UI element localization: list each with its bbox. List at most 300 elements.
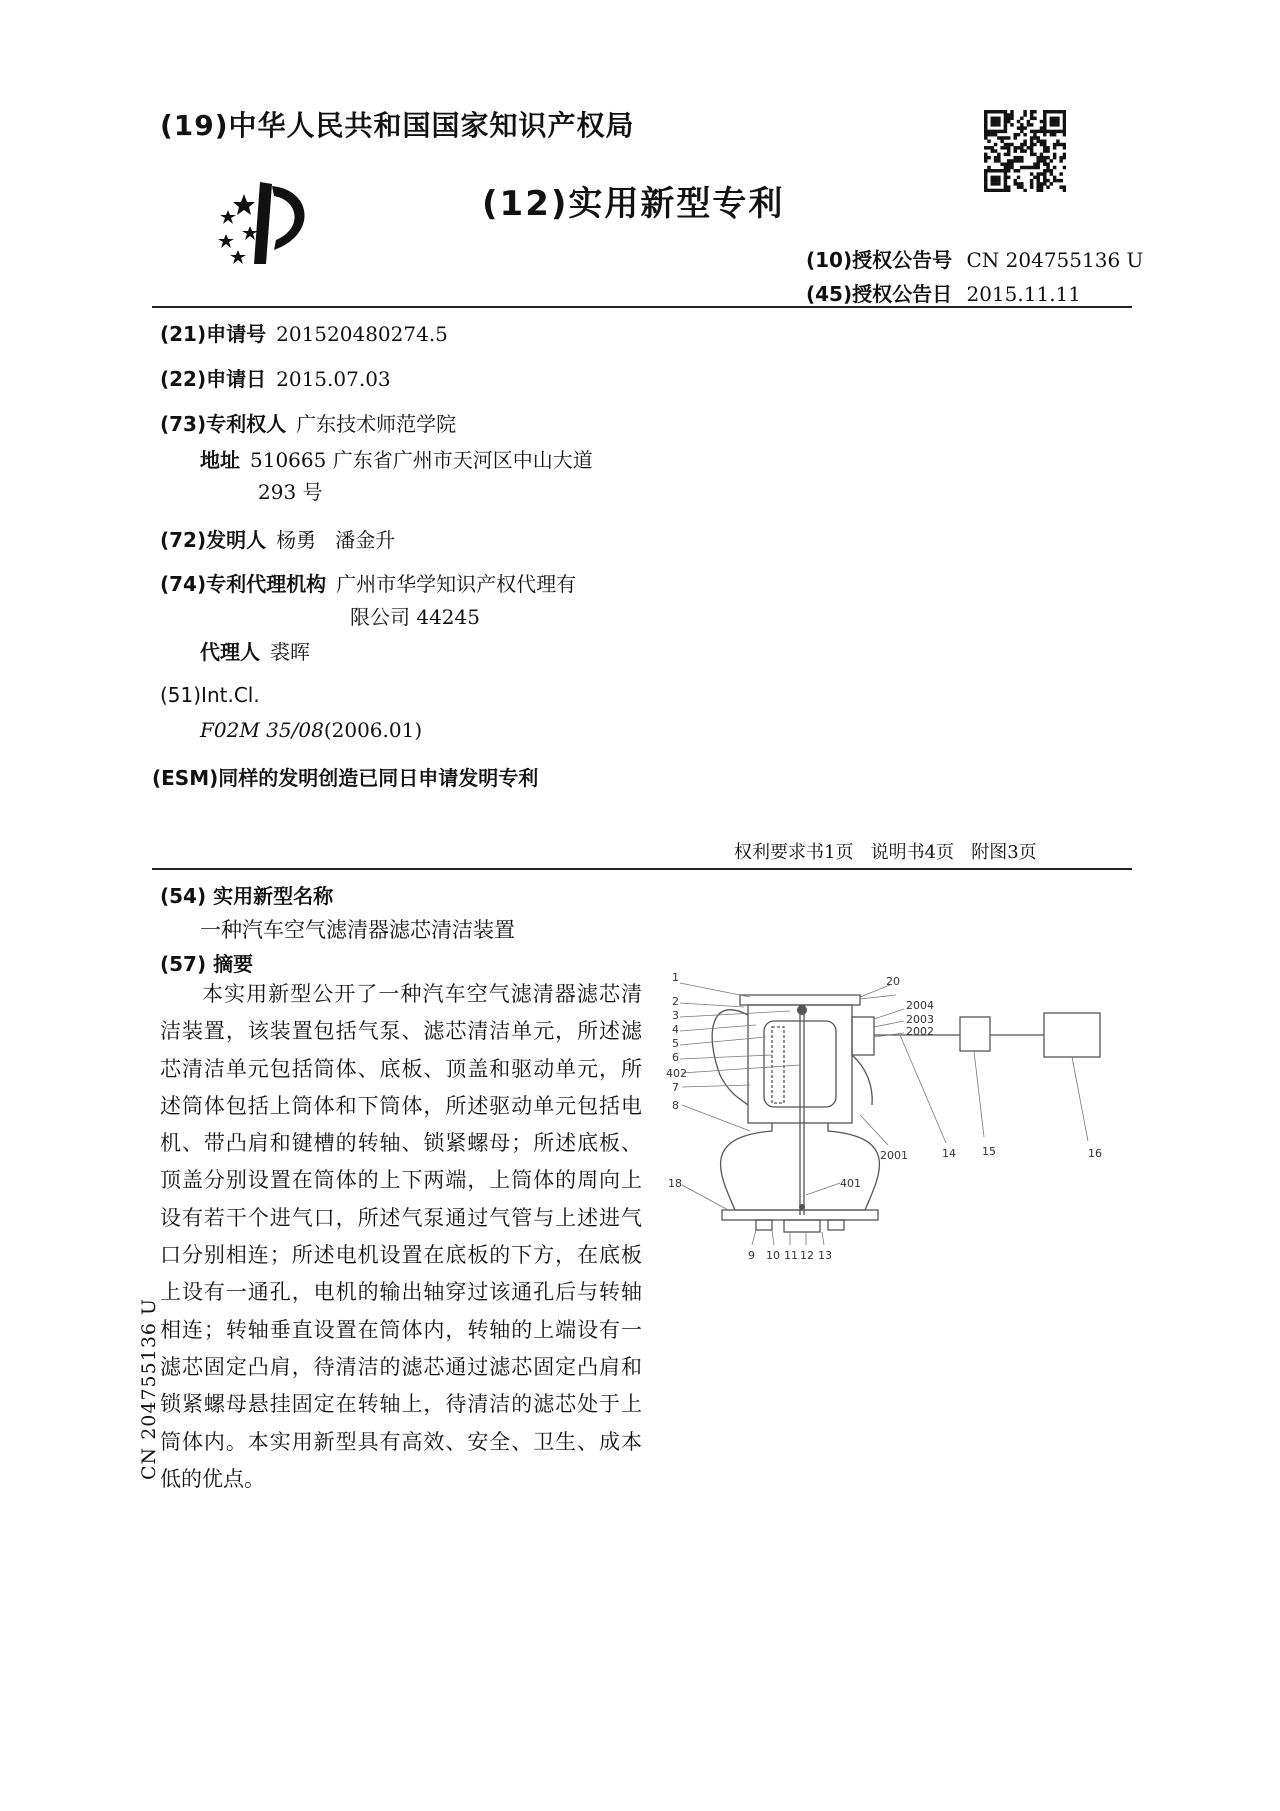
qr-module bbox=[1050, 117, 1053, 120]
qr-module bbox=[1050, 159, 1053, 162]
qr-module bbox=[1050, 120, 1053, 123]
qr-module bbox=[1030, 185, 1033, 188]
abstract-label: (57) 摘要 bbox=[160, 952, 254, 976]
qr-module bbox=[1027, 123, 1030, 126]
section-divider bbox=[152, 868, 1132, 870]
qr-module bbox=[994, 179, 997, 182]
qr-module bbox=[1004, 110, 1007, 113]
qr-module bbox=[1040, 156, 1043, 159]
qr-module bbox=[1030, 140, 1033, 143]
qr-module bbox=[1040, 126, 1043, 129]
qr-module bbox=[1056, 117, 1059, 120]
qr-module bbox=[1056, 130, 1059, 133]
qr-module bbox=[1004, 176, 1007, 179]
qr-module bbox=[1046, 110, 1049, 113]
fig-label-10: 10 bbox=[766, 1249, 780, 1262]
fig-label-8: 8 bbox=[672, 1099, 679, 1112]
fig-label-15: 15 bbox=[982, 1145, 996, 1158]
fig-label-9: 9 bbox=[748, 1249, 755, 1262]
qr-module bbox=[1004, 172, 1007, 175]
agency-line-2: 限公司 44245 bbox=[350, 605, 480, 629]
qr-module bbox=[1033, 117, 1036, 120]
qr-module bbox=[987, 156, 990, 159]
qr-module bbox=[1063, 185, 1066, 188]
application-number bbox=[160, 318, 448, 347]
qr-module bbox=[1007, 166, 1010, 169]
fig-label-20: 20 bbox=[886, 975, 900, 988]
qr-module bbox=[1050, 123, 1053, 126]
qr-module bbox=[1043, 113, 1046, 116]
qr-module bbox=[991, 133, 994, 136]
qr-module bbox=[987, 146, 990, 149]
qr-module bbox=[1053, 130, 1056, 133]
qr-module bbox=[1040, 153, 1043, 156]
publication-date-label: (45)授权公告日 bbox=[806, 282, 953, 306]
qr-module bbox=[997, 189, 1000, 192]
int-cl-class: F02M 35/08 bbox=[200, 718, 324, 742]
qr-module bbox=[1000, 189, 1003, 192]
application-number-label: (21)申请号 bbox=[160, 322, 267, 346]
fig-label-7: 7 bbox=[672, 1081, 679, 1094]
qr-module bbox=[1050, 130, 1053, 133]
fig-label-14: 14 bbox=[942, 1147, 956, 1160]
qr-module bbox=[1046, 149, 1049, 152]
qr-module bbox=[1033, 110, 1036, 113]
qr-module bbox=[1023, 166, 1026, 169]
qr-module bbox=[1014, 179, 1017, 182]
document-type: (12)实用新型专利 bbox=[482, 184, 785, 224]
qr-module bbox=[1033, 153, 1036, 156]
publication-date-value: 2015.11.11 bbox=[966, 282, 1081, 306]
qr-module bbox=[987, 110, 990, 113]
qr-module bbox=[1020, 123, 1023, 126]
top-cover-shape bbox=[740, 995, 860, 1005]
application-date-value: 2015.07.03 bbox=[276, 367, 391, 391]
qr-module bbox=[1023, 189, 1026, 192]
qr-module bbox=[994, 189, 997, 192]
qr-module bbox=[984, 189, 987, 192]
qr-module bbox=[1063, 156, 1066, 159]
qr-module bbox=[1004, 130, 1007, 133]
qr-module bbox=[1063, 166, 1066, 169]
qr-module bbox=[1053, 120, 1056, 123]
fig-label-4: 4 bbox=[672, 1023, 679, 1036]
qr-module bbox=[1023, 126, 1026, 129]
qr-module bbox=[991, 123, 994, 126]
qr-module bbox=[1043, 146, 1046, 149]
valve-shape bbox=[960, 1017, 990, 1051]
fig-label-6: 6 bbox=[672, 1051, 679, 1064]
qr-module bbox=[997, 117, 1000, 120]
qr-module bbox=[991, 130, 994, 133]
qr-module bbox=[1053, 153, 1056, 156]
agency bbox=[160, 568, 576, 597]
fig-label-401: 401 bbox=[840, 1177, 861, 1190]
qr-module bbox=[984, 136, 987, 139]
qr-module bbox=[1046, 146, 1049, 149]
qr-module bbox=[997, 153, 1000, 156]
qr-module bbox=[1004, 169, 1007, 172]
page-count: 权利要求书1页 说明书4页 附图3页 bbox=[734, 842, 1037, 863]
inlet-box-shape bbox=[852, 1017, 874, 1055]
qr-module bbox=[1059, 179, 1062, 182]
qr-module bbox=[1040, 120, 1043, 123]
qr-module bbox=[1036, 136, 1039, 139]
agency-label: (74)专利代理机构 bbox=[160, 572, 327, 596]
qr-module bbox=[1053, 110, 1056, 113]
qr-module bbox=[997, 136, 1000, 139]
qr-module bbox=[1000, 146, 1003, 149]
qr-module bbox=[1010, 166, 1013, 169]
qr-module bbox=[1033, 130, 1036, 133]
qr-module bbox=[1007, 113, 1010, 116]
foot-left-shape bbox=[756, 1220, 772, 1230]
qr-module bbox=[1040, 140, 1043, 143]
qr-module bbox=[991, 182, 994, 185]
qr-module bbox=[991, 179, 994, 182]
qr-code-icon bbox=[984, 110, 1066, 192]
qr-module bbox=[1030, 149, 1033, 152]
qr-module bbox=[1014, 146, 1017, 149]
qr-module bbox=[1020, 126, 1023, 129]
qr-module bbox=[994, 159, 997, 162]
qr-module bbox=[1043, 120, 1046, 123]
qr-module bbox=[1036, 159, 1039, 162]
application-date-label: (22)申请日 bbox=[160, 367, 267, 391]
qr-module bbox=[1033, 162, 1036, 165]
qr-module bbox=[1000, 169, 1003, 172]
pump-shape bbox=[1044, 1013, 1100, 1057]
qr-module bbox=[1007, 117, 1010, 120]
qr-module bbox=[1053, 176, 1056, 179]
qr-module bbox=[984, 169, 987, 172]
qr-module bbox=[1040, 185, 1043, 188]
int-cl-label: (51)Int.Cl. bbox=[160, 683, 260, 707]
qr-module bbox=[997, 179, 1000, 182]
qr-module bbox=[1050, 172, 1053, 175]
qr-module bbox=[1004, 185, 1007, 188]
qr-module bbox=[997, 159, 1000, 162]
qr-module bbox=[1036, 166, 1039, 169]
qr-module bbox=[1059, 159, 1062, 162]
qr-module bbox=[1046, 185, 1049, 188]
qr-module bbox=[1036, 179, 1039, 182]
qr-module bbox=[1023, 140, 1026, 143]
qr-module bbox=[1014, 169, 1017, 172]
qr-module bbox=[1020, 156, 1023, 159]
qr-module bbox=[1059, 110, 1062, 113]
qr-module bbox=[1043, 143, 1046, 146]
qr-module bbox=[1040, 182, 1043, 185]
qr-module bbox=[991, 169, 994, 172]
inventor-value: 杨勇 潘金升 bbox=[276, 528, 396, 552]
qr-module bbox=[1063, 113, 1066, 116]
qr-module bbox=[1036, 172, 1039, 175]
qr-module bbox=[1063, 143, 1066, 146]
qr-module bbox=[1004, 189, 1007, 192]
qr-module bbox=[1063, 126, 1066, 129]
qr-module bbox=[1056, 110, 1059, 113]
qr-module bbox=[1053, 146, 1056, 149]
qr-module bbox=[997, 169, 1000, 172]
fig-label-11: 11 bbox=[784, 1249, 798, 1262]
qr-module bbox=[984, 176, 987, 179]
qr-module bbox=[1014, 136, 1017, 139]
qr-module bbox=[1030, 166, 1033, 169]
qr-module bbox=[1004, 113, 1007, 116]
office-name: (19)中华人民共和国国家知识产权局 bbox=[160, 109, 635, 142]
fig-label-2004: 2004 bbox=[906, 999, 934, 1012]
qr-module bbox=[1036, 162, 1039, 165]
qr-module bbox=[1036, 130, 1039, 133]
qr-module bbox=[994, 143, 997, 146]
qr-module bbox=[1056, 140, 1059, 143]
qr-module bbox=[1014, 133, 1017, 136]
fig-label-5: 5 bbox=[672, 1037, 679, 1050]
side-publication-number: CN 204755136 U bbox=[138, 1297, 160, 1480]
qr-module bbox=[1043, 172, 1046, 175]
qr-module bbox=[1043, 149, 1046, 152]
qr-module bbox=[1004, 179, 1007, 182]
qr-module bbox=[1007, 120, 1010, 123]
qr-module bbox=[994, 130, 997, 133]
qr-module bbox=[1010, 123, 1013, 126]
qr-module bbox=[1000, 110, 1003, 113]
qr-module bbox=[1059, 156, 1062, 159]
qr-module bbox=[1017, 169, 1020, 172]
qr-module bbox=[1010, 143, 1013, 146]
qr-module bbox=[1020, 166, 1023, 169]
qr-module bbox=[991, 120, 994, 123]
qr-module bbox=[1043, 179, 1046, 182]
qr-module bbox=[984, 185, 987, 188]
qr-module bbox=[1030, 182, 1033, 185]
qr-module bbox=[1007, 159, 1010, 162]
qr-module bbox=[1053, 123, 1056, 126]
int-cl-version: (2006.01) bbox=[323, 718, 423, 742]
qr-module bbox=[1036, 185, 1039, 188]
qr-module bbox=[987, 130, 990, 133]
qr-module bbox=[1030, 136, 1033, 139]
qr-module bbox=[991, 189, 994, 192]
qr-module bbox=[1043, 156, 1046, 159]
qr-module bbox=[1030, 146, 1033, 149]
address-line-1: 510665 广东省广州市天河区中山大道 bbox=[250, 448, 593, 472]
fig-label-402: 402 bbox=[666, 1067, 687, 1080]
qr-module bbox=[1017, 182, 1020, 185]
fig-label-12: 12 bbox=[800, 1249, 814, 1262]
fig-label-2001: 2001 bbox=[880, 1149, 908, 1162]
application-number-value: 201520480274.5 bbox=[276, 322, 448, 346]
qr-module bbox=[1004, 153, 1007, 156]
qr-module bbox=[984, 182, 987, 185]
qr-module bbox=[1020, 117, 1023, 120]
agent bbox=[200, 636, 310, 665]
fig-label-2: 2 bbox=[672, 995, 679, 1008]
fig-label-2002: 2002 bbox=[906, 1025, 934, 1038]
qr-module bbox=[1033, 176, 1036, 179]
qr-module bbox=[1014, 149, 1017, 152]
qr-module bbox=[1043, 162, 1046, 165]
qr-module bbox=[997, 130, 1000, 133]
qr-module bbox=[1050, 169, 1053, 172]
qr-module bbox=[1043, 169, 1046, 172]
utility-model-title: 一种汽车空气滤清器滤芯清洁装置 bbox=[200, 918, 515, 942]
qr-module bbox=[1053, 156, 1056, 159]
qr-module bbox=[1043, 126, 1046, 129]
qr-module bbox=[1020, 130, 1023, 133]
qr-module bbox=[1043, 140, 1046, 143]
address-line-2: 293 号 bbox=[258, 480, 323, 504]
qr-module bbox=[1046, 166, 1049, 169]
fig-label-13: 13 bbox=[818, 1249, 832, 1262]
qr-module bbox=[1007, 176, 1010, 179]
qr-module bbox=[1056, 179, 1059, 182]
qr-module bbox=[1017, 185, 1020, 188]
qr-module bbox=[1059, 172, 1062, 175]
qr-module bbox=[984, 123, 987, 126]
qr-module bbox=[1046, 156, 1049, 159]
publication-number-value: CN 204755136 U bbox=[966, 248, 1144, 272]
qr-module bbox=[1063, 153, 1066, 156]
bearing-shape bbox=[799, 1204, 805, 1210]
qr-module bbox=[1000, 136, 1003, 139]
qr-module bbox=[1017, 156, 1020, 159]
qr-module bbox=[1043, 182, 1046, 185]
qr-module bbox=[1014, 182, 1017, 185]
qr-module bbox=[1036, 156, 1039, 159]
qr-module bbox=[984, 146, 987, 149]
abstract-text: 本实用新型公开了一种汽车空气滤清器滤芯清洁装置，该装置包括气泵、滤芯清洁单元，所述滤芯清洁单元包括筒体、底板、顶盖和驱动单元，所述筒体包括上筒体和下筒体，所述驱动单元包括电机、带凸肩和键槽的转轴、锁紧螺母；所述底板、顶盖分别设置在筒体的上下两端，上筒体的周向上设有若干个进气口，所述气泵通过气管与上述进气口分别相连；所述电机设置在底板的下方，在底板上设有一通孔，电机的输出轴穿过该通孔后与转轴相连；转轴垂直设置在筒体内，转轴的上端设有一滤芯固定凸肩，待清洁的滤芯通过滤芯固定凸肩和锁紧螺母悬挂固定在转轴上，待清洁的滤芯处于上筒体内。本实用新型具有高效、安全、卫生、成本低的优点。 bbox=[160, 982, 642, 1491]
int-cl bbox=[160, 683, 260, 707]
qr-module bbox=[1059, 130, 1062, 133]
qr-module bbox=[1063, 189, 1066, 192]
qr-module bbox=[1046, 179, 1049, 182]
qr-module bbox=[1063, 146, 1066, 149]
qr-module bbox=[997, 120, 1000, 123]
qr-module bbox=[987, 140, 990, 143]
qr-module bbox=[1043, 159, 1046, 162]
qr-module bbox=[1007, 185, 1010, 188]
qr-module bbox=[1010, 162, 1013, 165]
cnipa-logo-icon bbox=[214, 178, 324, 268]
qr-module bbox=[1007, 162, 1010, 165]
qr-module bbox=[994, 156, 997, 159]
qr-module bbox=[984, 126, 987, 129]
qr-module bbox=[991, 149, 994, 152]
qr-module bbox=[991, 117, 994, 120]
qr-module bbox=[1030, 123, 1033, 126]
qr-module bbox=[1059, 185, 1062, 188]
qr-module bbox=[1027, 120, 1030, 123]
inventor bbox=[160, 524, 395, 553]
qr-module bbox=[1056, 143, 1059, 146]
qr-module bbox=[1036, 140, 1039, 143]
qr-module bbox=[984, 179, 987, 182]
qr-module bbox=[1046, 162, 1049, 165]
qr-module bbox=[984, 117, 987, 120]
agent-value: 裘晖 bbox=[270, 640, 310, 664]
patentee bbox=[160, 408, 456, 437]
qr-module bbox=[1004, 120, 1007, 123]
qr-module bbox=[1010, 110, 1013, 113]
title-label: (54) 实用新型名称 bbox=[160, 884, 334, 908]
qr-module bbox=[1017, 146, 1020, 149]
qr-module bbox=[984, 172, 987, 175]
int-cl-entry bbox=[200, 718, 422, 742]
qr-module bbox=[1017, 120, 1020, 123]
header-divider bbox=[152, 306, 1132, 308]
qr-module bbox=[1050, 182, 1053, 185]
qr-module bbox=[987, 133, 990, 136]
qr-module bbox=[1030, 172, 1033, 175]
qr-module bbox=[991, 110, 994, 113]
qr-module bbox=[1050, 110, 1053, 113]
qr-module bbox=[1027, 166, 1030, 169]
qr-module bbox=[994, 176, 997, 179]
publication-number-label: (10)授权公告号 bbox=[806, 248, 953, 272]
qr-module bbox=[997, 110, 1000, 113]
qr-module bbox=[1040, 172, 1043, 175]
qr-module bbox=[1004, 166, 1007, 169]
qr-module bbox=[1030, 153, 1033, 156]
qr-module bbox=[1043, 176, 1046, 179]
qr-module bbox=[994, 149, 997, 152]
qr-module bbox=[1030, 113, 1033, 116]
fig-label-18: 18 bbox=[668, 1177, 682, 1190]
qr-module bbox=[984, 113, 987, 116]
qr-module bbox=[994, 133, 997, 136]
qr-module bbox=[1000, 130, 1003, 133]
qr-module bbox=[1023, 149, 1026, 152]
qr-module bbox=[994, 110, 997, 113]
qr-module bbox=[984, 159, 987, 162]
qr-module bbox=[1010, 159, 1013, 162]
qr-module bbox=[1040, 189, 1043, 192]
qr-module bbox=[1046, 130, 1049, 133]
qr-module bbox=[1063, 130, 1066, 133]
qr-module bbox=[1023, 133, 1026, 136]
qr-module bbox=[1020, 149, 1023, 152]
address-label: 地址 bbox=[200, 448, 240, 472]
qr-module bbox=[997, 156, 1000, 159]
qr-module bbox=[1004, 123, 1007, 126]
qr-module bbox=[1000, 162, 1003, 165]
qr-module bbox=[1007, 149, 1010, 152]
address bbox=[200, 444, 593, 473]
qr-module bbox=[1004, 146, 1007, 149]
publication-number bbox=[806, 244, 1143, 273]
qr-module bbox=[1030, 143, 1033, 146]
qr-module bbox=[994, 123, 997, 126]
qr-module bbox=[1010, 113, 1013, 116]
qr-module bbox=[1014, 159, 1017, 162]
filter-hatch-shape bbox=[772, 1027, 784, 1103]
motor-shape bbox=[784, 1220, 820, 1232]
qr-module bbox=[1030, 110, 1033, 113]
qr-module bbox=[994, 169, 997, 172]
qr-module bbox=[1004, 117, 1007, 120]
qr-module bbox=[1014, 156, 1017, 159]
qr-module bbox=[1046, 169, 1049, 172]
qr-module bbox=[1043, 123, 1046, 126]
nut-shape bbox=[797, 1005, 807, 1015]
qr-module bbox=[1053, 179, 1056, 182]
fig-label-2003: 2003 bbox=[906, 1013, 934, 1026]
qr-module bbox=[1017, 126, 1020, 129]
agent-label: 代理人 bbox=[200, 640, 260, 664]
foot-right-shape bbox=[828, 1220, 844, 1230]
